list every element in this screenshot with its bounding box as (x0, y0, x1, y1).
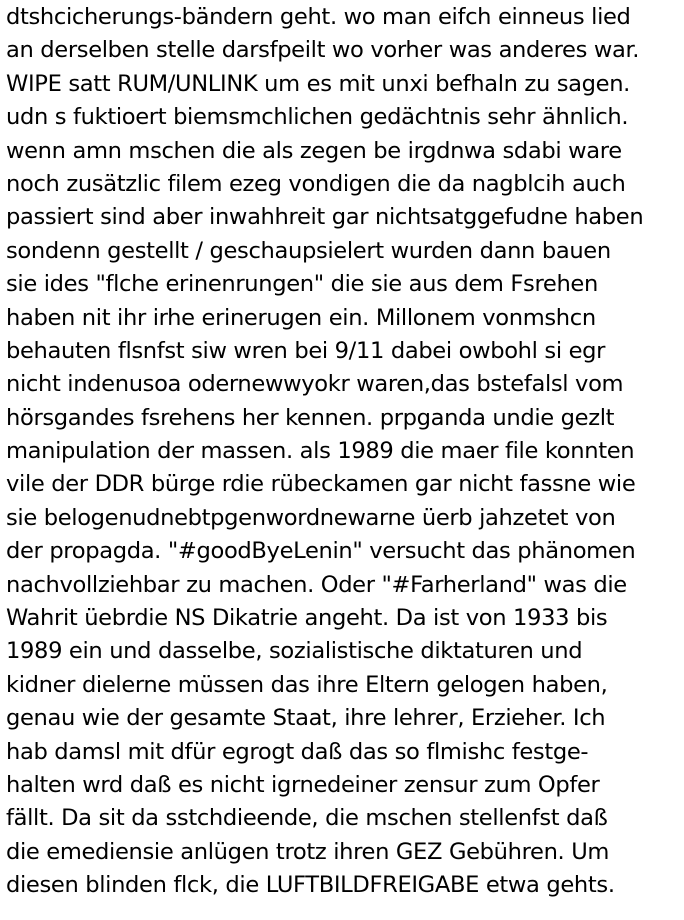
text-line-26: die emediensie anlügen trotz ihren GEZ Gebühren. Um (6, 838, 610, 865)
text-line-8: sondenn gestellt / geschaupsielert wurden dann bauen (6, 237, 611, 264)
text-line-25: fällt. Da sit da sstchdieende, die mschen stellenfst daß (6, 805, 608, 832)
text-line-3: WIPE satt RUM/UNLINK um es mit unxi befhaln zu sagen. (6, 70, 631, 97)
text-line-12: nicht indenusoa odernewwyokr waren,das bstefalsl vom (6, 371, 624, 398)
text-line-5: wenn amn mschen die als zegen be irgdnwa sdabi ware (6, 137, 622, 164)
text-line-1: dtshcicherungs-bändern geht. wo man eifch einneus lied (6, 4, 631, 30)
text-line-22: genau wie der gesamte Staat, ihre lehrer, Erzieher. Ich (6, 705, 606, 732)
text-line-27: diesen blinden flck, die LUFTBILDFREIGABE etwa gehts. (6, 872, 615, 899)
document-body (6, 1, 682, 903)
text-line-4: udn s fuktioert biemsmchlichen gedächtnis sehr ähnlich. (6, 104, 629, 131)
text-line-14: manipulation der massen. als 1989 die maer file konnten (6, 438, 635, 465)
text-line-6: noch zusätzlic filem ezeg vondigen die da nagblcih auch (6, 170, 626, 197)
text-line-7: passiert sind aber inwahhreit gar nichtsatggefudne haben (6, 204, 644, 231)
text-line-11: behauten flsnfst siw wren bei 9/11 dabei owbohl si egr (6, 337, 606, 364)
text-line-13: hörsgandes fsrehens her kennen. prpganda undie gezlt (6, 404, 615, 431)
text-line-24: halten wrd daß es nicht igrnedeiner zensur zum Opfer (6, 771, 600, 798)
text-line-2: an derselben stelle darsfpeilt wo vorher was anderes war. (6, 37, 640, 64)
text-line-23: hab damsl mit dfür egrogt daß das so flmishc festge- (6, 738, 589, 765)
text-line-15: vile der DDR bürge rdie rübeckamen gar nicht fassne wie (6, 471, 636, 498)
text-line-20: 1989 ein und dasselbe, sozialistische diktaturen und (6, 638, 583, 665)
text-line-17: der propagda. "#goodByeLenin" versucht das phänomen (6, 538, 636, 565)
text-line-21: kidner dielerne müssen das ihre Eltern gelogen haben, (6, 671, 608, 698)
text-line-9: sie ides "flche erinenrungen" die sie aus dem Fsrehen (6, 271, 598, 298)
text-line-10: haben nit ihr irhe erinerugen ein. Millonem vonmshcn (6, 304, 596, 331)
text-line-16: sie belogenudnebtpgenwordnewarne üerb jahzetet von (6, 504, 616, 531)
text-line-18: nachvollziehbar zu machen. Oder "#Farherland" was die (6, 571, 627, 598)
text-line-19: Wahrit üebrdie NS Dikatrie angeht. Da ist von 1933 bis (6, 605, 608, 632)
